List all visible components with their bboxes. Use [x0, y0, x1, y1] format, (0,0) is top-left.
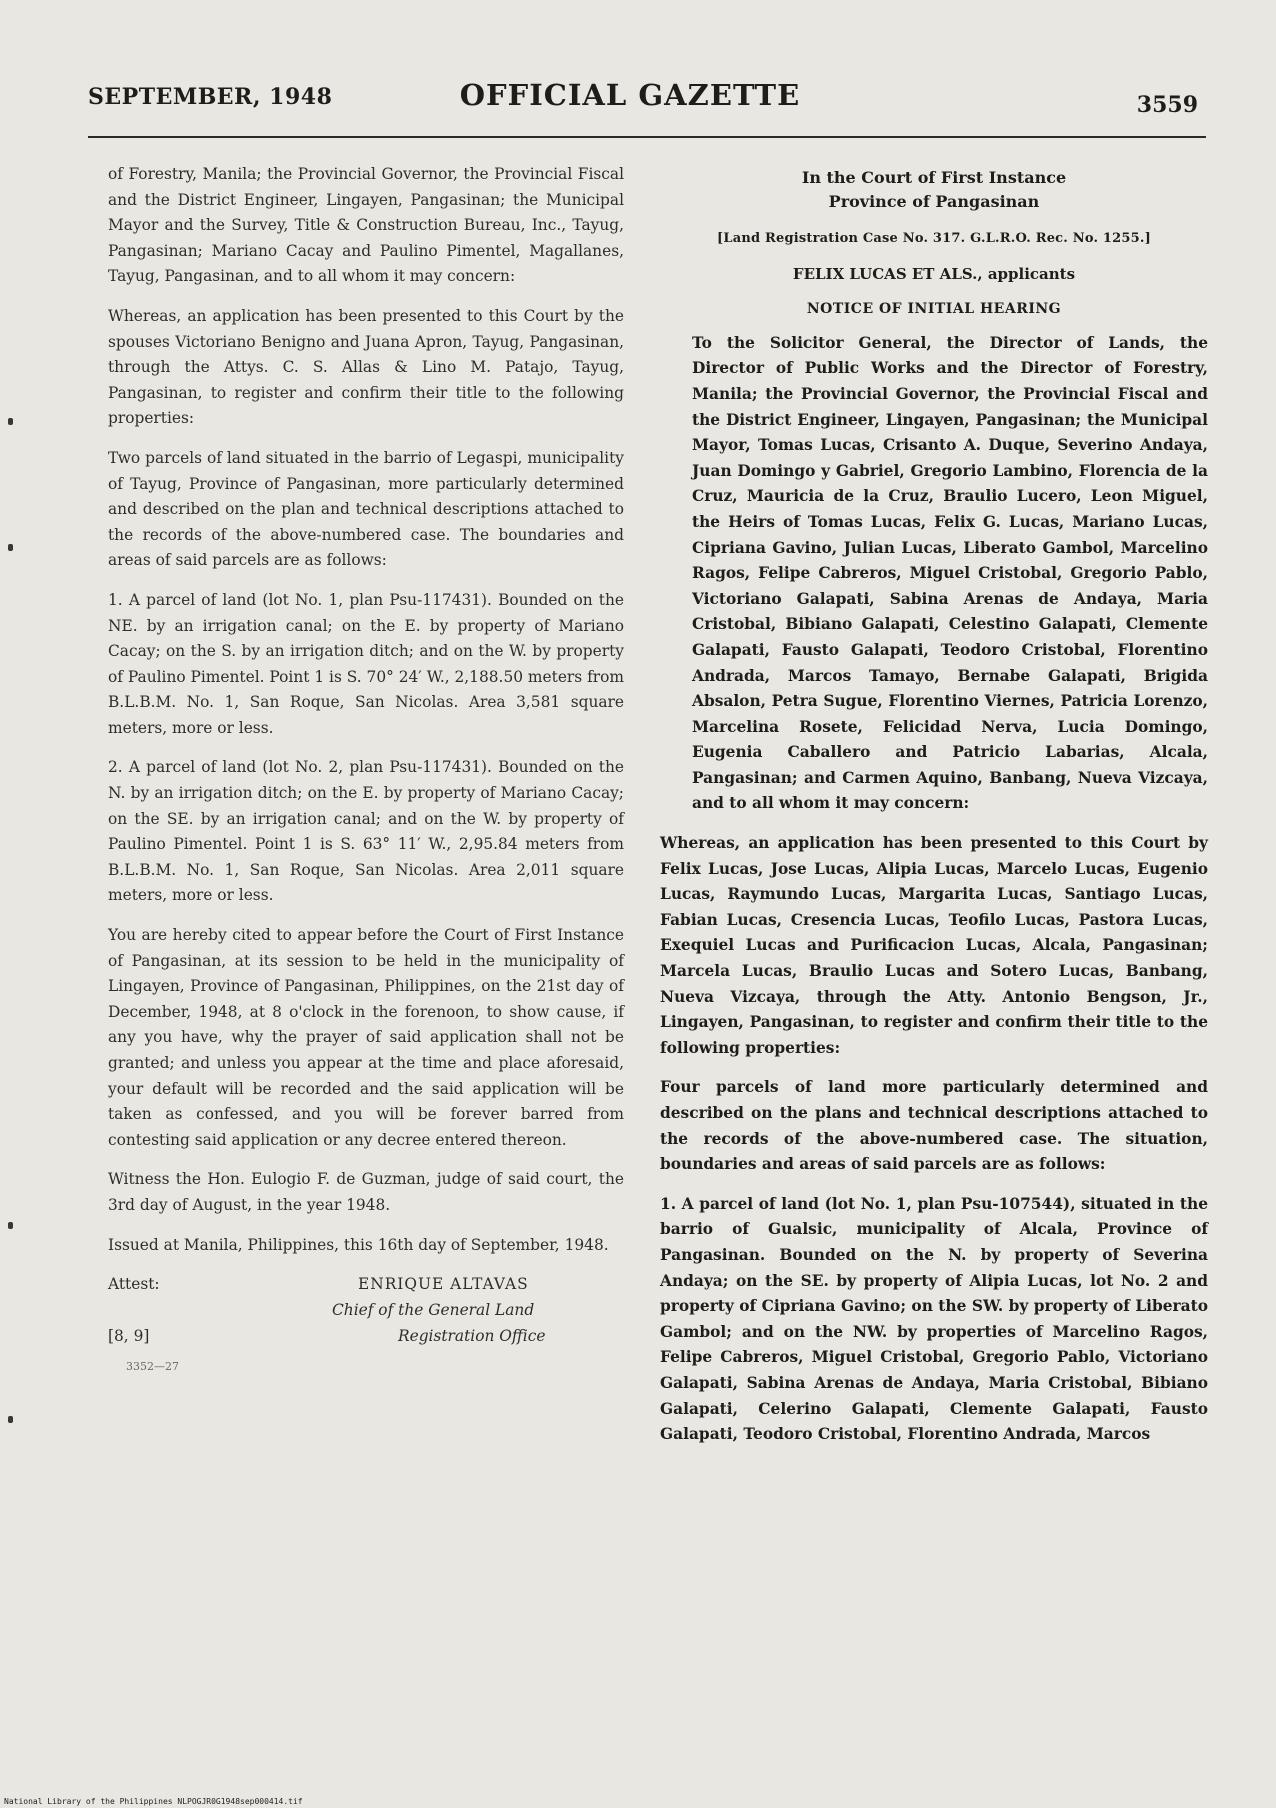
issued-paragraph: Issued at Manila, Philippines, this 16th day of September, 1948. [108, 1235, 609, 1254]
reference-number: [8, 9] [108, 1327, 150, 1346]
parcels-paragraph: Two parcels of land situated in the barrio of Legaspi, municipality of Tayug, Province of Pangasinan, more particularly determined and described on the plan and technical descriptions attached to the records of the above-numbered case. The boundaries and areas of said parcels are as follows: [108, 448, 624, 570]
citation-paragraph: You are hereby cited to appear before the Court of First Instance of Pangasinan, at its session to be held in the municipality of Lingayen, Province of Pangasinan, Philippines, on the 21st day of December, 1948, at 8 o'clock in the forenoon, to show cause, if any you have, why the prayer of said application shall not be granted; and unless you appear at the time and place aforesaid, your default will be recorded and the said application will be taken as confessed, and you will be forever barred from contesting said application or any decree entered thereon. [108, 926, 624, 1149]
binding-mark [8, 544, 13, 551]
court-line-2: Province of Pangasinan [828, 192, 1040, 211]
page-number: 3559 [1136, 92, 1198, 118]
court-heading [660, 166, 1208, 214]
right-column [660, 162, 1208, 1462]
binding-mark [8, 1222, 13, 1229]
whereas-paragraph: Whereas, an application has been presented to this Court by Felix Lucas, Jose Lucas, Alipia Lucas, Marcelo Lucas, Eugenio Lucas, Raymundo Lucas, Margarita Lucas, Santiago Lucas, Fabian Lucas, Cresencia Lucas, Teofilo Lucas, Pastora Lucas, Exequiel Lucas and Purificacion Lucas, Alcala, Pangasinan; Marcela Lucas, Braulio Lucas and Sotero Lucas, Banbang, Nueva Vizcaya, through the Atty. Antonio Bengson, Jr., Lingayen, Pangasinan, to register and confirm their title to the following properties: [660, 834, 1208, 1057]
attest-label: Attest: [108, 1275, 160, 1294]
binding-mark [8, 418, 13, 425]
parcel-1-paragraph: 1. A parcel of land (lot No. 1, plan Psu-107544), situated in the barrio of Gualsic, municipality of Alcala, Province of Pangasinan. Bounded on the N. by property of Severina Andaya; on the SE. by property of Alipia Lucas, lot No. 2 and property of Cipriana Gavino; on the SW. by property of Liberato Gambol; and on the NW. by properties of Marcelino Ragos, Felipe Cabreros, Miguel Cristobal, Gregorio Pablo, Victoriano Galapati, Sabina Arenas de Andaya, Maria Cristobal, Bibiano Galapati, Celerino Galapati, Clemente Galapati, Fausto Galapati, Teodoro Cristobal, Florentino Andrada, Marcos [660, 1194, 1208, 1444]
case-number: [Land Registration Case No. 317. G.L.R.O. Rec. No. 1255.] [717, 231, 1151, 246]
print-code: 3352—27 [126, 1360, 179, 1374]
left-column [108, 162, 624, 1382]
court-line-1: In the Court of First Instance [801, 168, 1067, 187]
binding-mark [8, 1416, 13, 1423]
intro-paragraph: of Forestry, Manila; the Provincial Governor, the Provincial Fiscal and the District Engineer, Lingayen, Pangasinan; the Municipal Mayor and the Survey, Title & Construction Bureau, Inc., Tayug, Pangasinan; Mariano Cacay and Paulino Pimentel, Magallanes, Tayug, Pangasinan, and to all whom it may concern: [108, 165, 624, 286]
signatory-office: Registration Office [398, 1327, 546, 1346]
addressees-paragraph: To the Solicitor General, the Director of Lands, the Director of Public Works and the Director of Forestry, Manila; the Provincial Governor, the Provincial Fiscal and the District Engineer, Lingayen, Pangasinan; the Municipal Mayor, Tomas Lucas, Crisanto A. Duque, Severino Andaya, Juan Domingo y Gabriel, Gregorio Lambino, Florencia de la Cruz, Mauricia de la Cruz, Braulio Lucero, Leon Miguel, the Heirs of Tomas Lucas, Felix G. Lucas, Mariano Lucas, Cipriana Gavino, Julian Lucas, Liberato Gambol, Marcelino Ragos, Felipe Cabreros, Miguel Cristobal, Gregorio Pablo, Victoriano Galapati, Sabina Arenas de Andaya, Maria Cristobal, Bibiano Galapati, Celestino Galapati, Clemente Galapati, Fausto Galapati, Teodoro Cristobal, Florentino Andrada, Marcos Tamayo, Bernabe Galapati, Brigida Absalon, Petra Sugue, Florentino Viernes, Patricia Lorenzo, Marcelina Rosete, Felicidad Nerva, Lucia Domingo, Eugenia Caballero and Patricio Labarias, Alcala, Pangasinan; and Carmen Aquino, Banbang, Nueva Vizcaya, and to all whom it may concern: [692, 333, 1208, 813]
whereas-paragraph: Whereas, an application has been presented to this Court by the spouses Victoriano Benigno and Juana Apron, Tayug, Pangasinan, through the Attys. C. S. Allas & Lino M. Patajo, Tayug, Pangasinan, to register and confirm their title to the following properties: [108, 306, 624, 428]
witness-paragraph: Witness the Hon. Eulogio F. de Guzman, judge of said court, the 3rd day of August, in the year 1948. [108, 1170, 624, 1214]
header-rule [88, 136, 1206, 138]
parcel-2-paragraph: 2. A parcel of land (lot No. 2, plan Psu-117431). Bounded on the N. by an irrigation ditch; on the E. by property of Mariano Cacay; on the SE. by an irrigation canal; and on the W. by property of Paulino Pimentel. Point 1 is S. 63° 11′ W., 2,95.84 meters from B.L.B.M. No. 1, San Roque, San Nicolas. Area 2,011 square meters, more or less. [108, 758, 624, 905]
parcel-1-paragraph: 1. A parcel of land (lot No. 1, plan Psu-117431). Bounded on the NE. by an irrigation canal; on the E. by property of Mariano Cacay; on the S. by an irrigation ditch; and on the W. by property of Paulino Pimentel. Point 1 is S. 70° 24′ W., 2,188.50 meters from B.L.B.M. No. 1, San Roque, San Nicolas. Area 3,581 square meters, more or less. [108, 590, 624, 737]
signatory-name: ENRIQUE ALTAVAS [358, 1275, 529, 1294]
archive-footer: National Library of the Philippines NLPOGJR0G1948sep000414.tif [4, 1797, 303, 1806]
signature-block [108, 1272, 624, 1382]
notice-title: NOTICE OF INITIAL HEARING [806, 301, 1062, 318]
parcels-paragraph: Four parcels of land more particularly determined and described on the plans and technical descriptions attached to the records of the above-numbered case. The situation, boundaries and areas of said parcels are as follows: [660, 1078, 1208, 1174]
header-title: OFFICIAL GAZETTE [459, 78, 801, 112]
applicants-line: FELIX LUCAS ET ALS., applicants [792, 264, 1076, 283]
signatory-title: Chief of the General Land [332, 1301, 535, 1320]
header-date: SEPTEMBER, 1948 [88, 84, 333, 110]
